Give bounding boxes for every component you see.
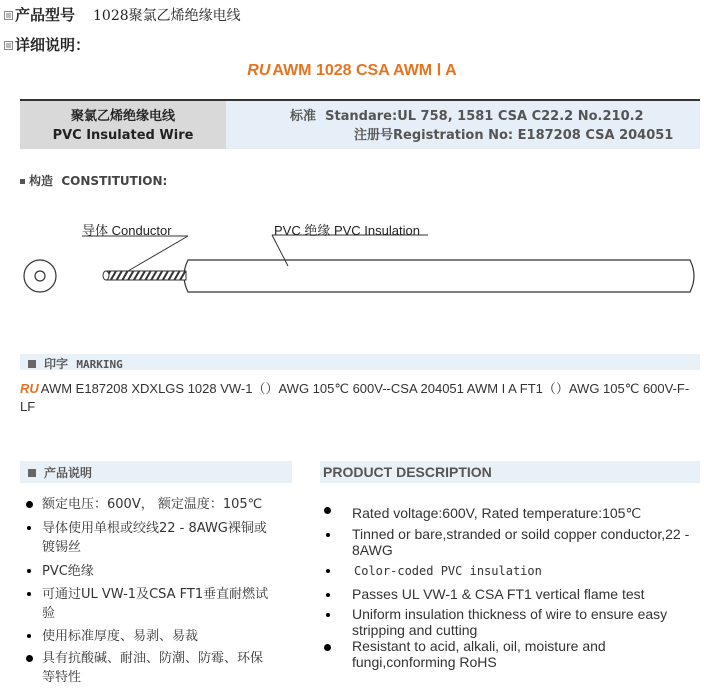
spec-name-cn: 聚氯乙烯绝缘电线 xyxy=(70,109,175,124)
product-model-line xyxy=(4,4,241,25)
page-title xyxy=(0,60,704,80)
marking-text-value: AWM E187208 XDXLGS 1028 VW-1（）AWG 105℃ 600V--CSA 204051 AWM I A FT1（）AWG 105℃ 600V-F-LF xyxy=(20,381,690,414)
list-item-text: 等特性 xyxy=(42,670,82,685)
list-item-text: stripping and cutting xyxy=(352,622,478,638)
cross-section-conductor xyxy=(35,271,45,281)
conductor-tip xyxy=(103,271,109,280)
list-item-text: 具有抗酸碱、耐油、防潮、防霉、环保 xyxy=(42,651,264,666)
bullet-dot-icon xyxy=(326,613,330,617)
description-cn-heading-bar xyxy=(20,461,292,483)
description-cn-heading-text: 产品说明 xyxy=(44,466,93,480)
details-label: 详细说明： xyxy=(15,36,91,54)
conductor-strands xyxy=(106,271,186,280)
page-title-text: AWM 1028 CSA AWM Ⅰ A xyxy=(272,62,457,79)
ul-recognized-logo-icon: RU xyxy=(247,62,271,79)
list-item-text: Passes UL VW-1 & CSA FT1 vertical flame test xyxy=(352,586,645,602)
list-item-text: Tinned or bare,stranded or soild copper conductor,22 - xyxy=(352,526,690,542)
marking-text xyxy=(20,380,696,416)
bullet-dot-icon xyxy=(26,655,33,662)
spec-name-en: PVC Insulated Wire xyxy=(52,128,194,143)
bullet-dot-icon xyxy=(324,507,331,514)
ul-recognized-logo-icon: RU xyxy=(20,381,39,396)
bullet-square-icon xyxy=(4,41,13,50)
bullet-square-icon xyxy=(4,11,13,20)
conductor-leader xyxy=(128,236,188,271)
product-model-label: 产品型号 xyxy=(15,6,76,24)
bullet-dot-icon xyxy=(326,593,330,597)
cable-diagram xyxy=(0,200,704,310)
bullet-dot-icon xyxy=(26,501,33,508)
construction-heading-en: CONSTITUTION: xyxy=(61,174,168,188)
list-item-text: Rated voltage:600V, Rated temperature:105℃ xyxy=(352,505,642,521)
list-item-text: 8AWG xyxy=(352,542,393,558)
bullet-dot-icon xyxy=(27,592,31,596)
marking-heading xyxy=(28,355,123,372)
insulation-body xyxy=(184,260,694,292)
list-item-text: fungi,conforming RoHS xyxy=(352,654,497,670)
conductor-label: 导体 Conductor xyxy=(82,223,172,238)
marking-heading-bar xyxy=(20,354,700,370)
cross-section-outer xyxy=(24,260,56,292)
bullet-dot-icon xyxy=(27,526,31,530)
list-item-text: Color-coded PVC insulation xyxy=(354,564,542,578)
square-icon xyxy=(28,360,36,368)
details-line xyxy=(4,34,90,55)
construction-heading xyxy=(20,172,167,189)
standard-row xyxy=(290,107,644,126)
list-item-text: Resistant to acid, alkali, oil, moisture and xyxy=(352,638,606,654)
list-item-text: 可通过UL VW-1及CSA FT1垂直耐燃试 xyxy=(42,587,269,602)
description-cn-heading xyxy=(28,464,92,481)
spec-name-cell xyxy=(20,101,226,149)
marking-heading-cn: 印字 xyxy=(44,357,69,371)
bullet-dot-icon xyxy=(27,569,31,573)
bullet-dot-icon xyxy=(326,533,330,537)
list-item-text: 额定电压：600V， 额定温度：105℃ xyxy=(42,497,263,512)
square-icon xyxy=(28,469,36,477)
bullet-dot-icon xyxy=(27,634,31,638)
list-item-text: 导体使用单根或绞线22 - 8AWG裸铜或 xyxy=(42,521,267,536)
list-item-text: 使用标准厚度、易剥、易裁 xyxy=(42,629,199,644)
list-item-text: 验 xyxy=(42,606,56,621)
list-item-text: 镀锡丝 xyxy=(42,540,82,555)
product-model-value: 1028聚氯乙烯绝缘电线 xyxy=(93,8,241,24)
bullet-dot-icon xyxy=(326,569,330,573)
insulation-label: PVC 绝缘 PVC Insulation xyxy=(274,223,420,238)
description-en-heading-bar xyxy=(320,461,700,483)
small-square-icon xyxy=(20,179,25,184)
construction-heading-cn: 构造 xyxy=(29,174,54,188)
standard-value: Standare:UL 758, 1581 CSA C22.2 No.210.2 xyxy=(325,109,644,124)
registration-row xyxy=(354,126,673,145)
registration-value: Registration No: E187208 CSA 204051 xyxy=(393,128,674,143)
registration-label: 注册号 xyxy=(354,128,394,143)
bullet-dot-icon xyxy=(324,644,331,651)
list-item-text: PVC绝缘 xyxy=(42,564,94,579)
description-en-heading: PRODUCT DESCRIPTION xyxy=(323,464,492,480)
list-item-text: Uniform insulation thickness of wire to ensure easy xyxy=(352,606,668,622)
standard-label: 标准 xyxy=(290,109,317,124)
spec-standard-cell xyxy=(226,101,700,149)
marking-heading-en: MARKING xyxy=(76,358,123,371)
